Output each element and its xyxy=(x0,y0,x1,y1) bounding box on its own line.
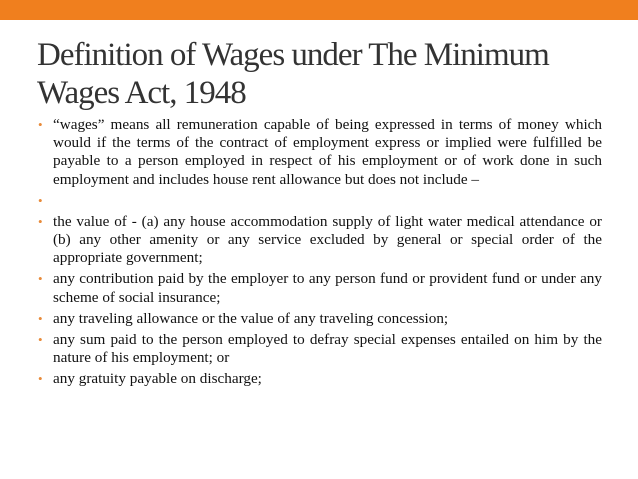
slide-title-line-2: Wages Act, 1948 xyxy=(37,75,246,111)
bullet-list xyxy=(38,116,602,392)
bullet-item-house-accommodation: • the value of - (a) any house accommodation supply of light water medical attendance or (b) any other amenity or any service excluded by general or special order of the appropriate government; xyxy=(38,213,602,268)
bullet-item-wages-definition: • “wages” means all remuneration capable of being expressed in terms of money which would if the terms of the contract of employment express or implied were fulfilled be payable to a person employed in respect of his employment or of work done in such employment and includes house rent allowance but does not include – xyxy=(38,116,602,189)
bullet-item-special-expenses: • any sum paid to the person employed to defray special expenses entailed on him by the nature of his employment; or xyxy=(38,331,602,367)
bullet-item-traveling-allowance: • any traveling allowance or the value of any traveling concession; xyxy=(38,310,602,328)
accent-top-bar xyxy=(0,0,638,20)
bullet-item-employer-contribution: • any contribution paid by the employer to any person fund or provident fund or under any scheme of social insurance; xyxy=(38,270,602,306)
bullet-item-gratuity: • any gratuity payable on discharge; xyxy=(38,370,602,388)
slide-title xyxy=(37,36,617,112)
slide-title-line-1: Definition of Wages under The Minimum xyxy=(37,37,549,73)
bullet-item-empty xyxy=(38,192,602,210)
